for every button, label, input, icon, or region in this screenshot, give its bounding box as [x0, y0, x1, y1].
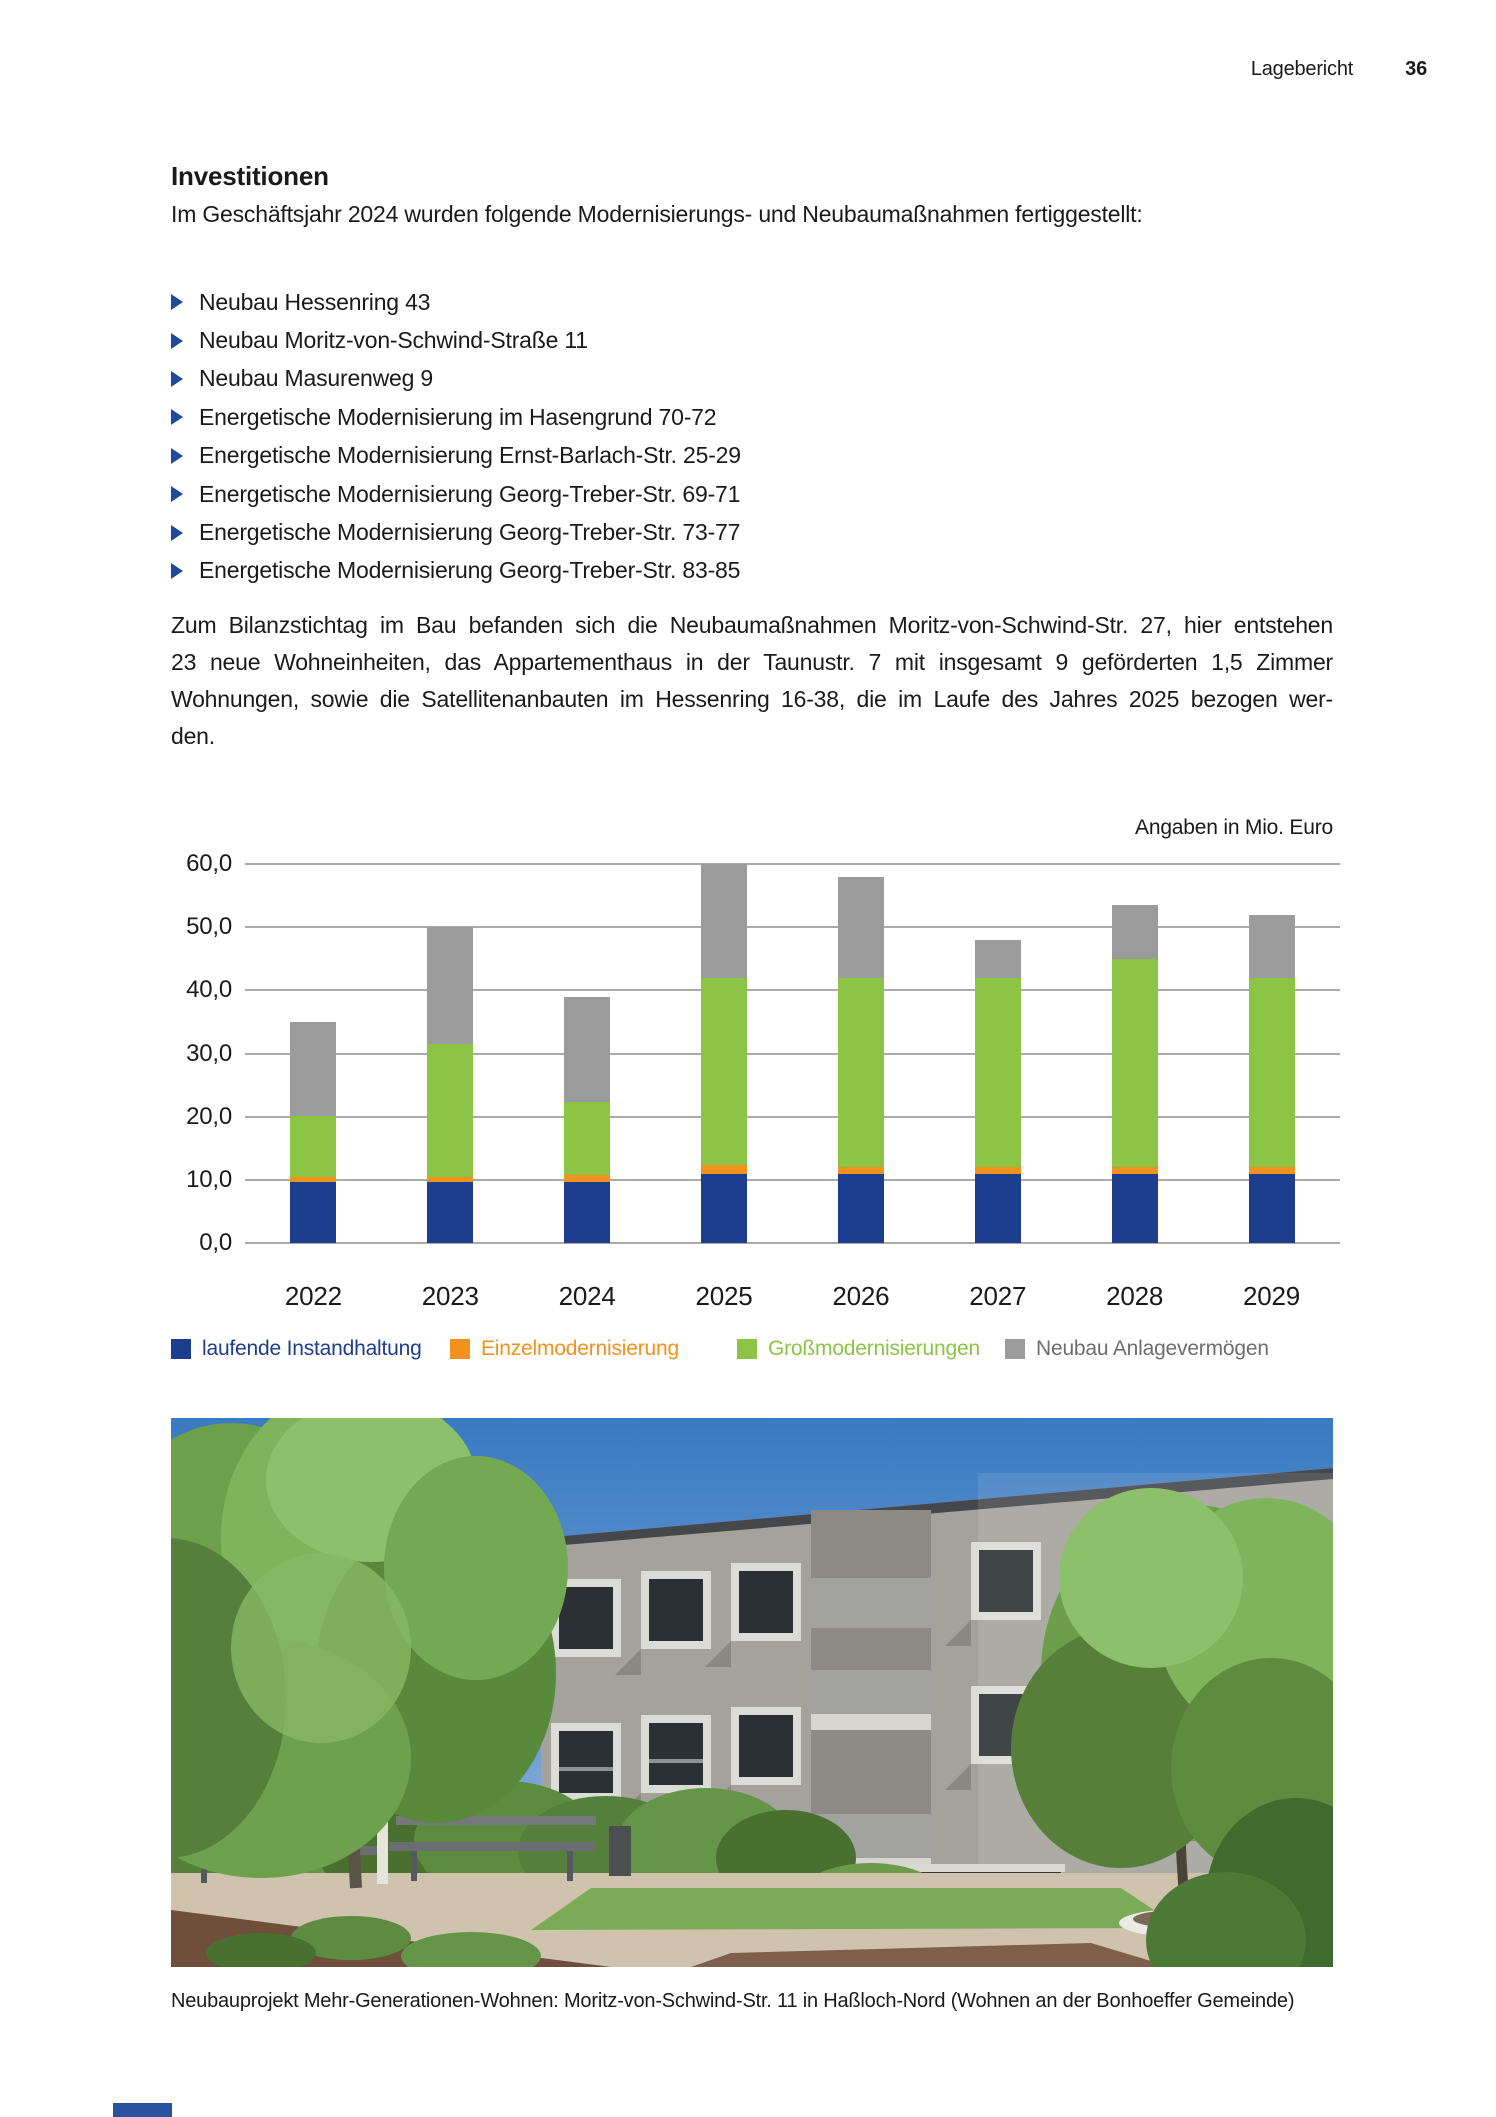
bar-group-2025 [656, 864, 793, 1243]
legend-swatch-icon [1005, 1339, 1025, 1359]
stacked-bar [838, 864, 884, 1243]
legend-item [1005, 1337, 1269, 1361]
x-tick-label: 2028 [1106, 1281, 1164, 1311]
bar-segment [564, 1102, 610, 1176]
bullet-item [171, 283, 1333, 321]
chart-unit-label: Angaben in Mio. Euro [1135, 816, 1333, 839]
stacked-bar [1112, 864, 1158, 1243]
bullet-item-text: Energetische Modernisierung im Hasengrund 70-72 [199, 403, 717, 430]
bullet-item-text: Energetische Modernisierung Georg-Treber-Str. 73-77 [199, 519, 741, 546]
chart-legend [171, 1337, 1333, 1367]
bar-segment [701, 864, 747, 978]
building-photo [171, 1418, 1333, 1967]
bar-group-2026 [793, 864, 930, 1243]
paragraph-line: Wohnungen, sowie die Satellitenanbauten im Hessenring 16-38, die im Laufe des Jahres 2025 bezogen wer- [171, 686, 1333, 712]
bullet-arrow-icon [171, 371, 183, 387]
y-tick-label: 10,0 [186, 1165, 232, 1193]
bar-segment [290, 1022, 336, 1116]
bullet-arrow-icon [171, 563, 183, 579]
page-edge-marker [113, 2103, 172, 2117]
bar-segment [838, 877, 884, 978]
bar-segment [1249, 978, 1295, 1168]
bar-segment [290, 1177, 336, 1182]
legend-label: Neubau Anlagevermögen [1036, 1337, 1269, 1360]
bullet-item [171, 437, 1333, 475]
y-tick-label: 0,0 [199, 1229, 232, 1256]
photo-caption: Neubauprojekt Mehr-Generationen-Wohnen: Moritz-von-Schwind-Str. 11 in Haßloch-Nord (Wohnen an der Bonhoeffer Gemeinde) [171, 1990, 1295, 2012]
legend-swatch-icon [737, 1339, 757, 1359]
y-tick-label: 20,0 [186, 1102, 232, 1130]
bar-segment [1249, 1174, 1295, 1243]
bar-segment [1112, 959, 1158, 1167]
bar-segment [427, 1182, 473, 1243]
legend-item [450, 1337, 679, 1361]
stacked-bar [975, 864, 1021, 1243]
paragraph-line: Zum Bilanzstichtag im Bau befanden sich die Neubaumaßnahmen Moritz-von-Schwind-Str. 27, hier entstehen [171, 612, 1333, 638]
x-tick-label: 2023 [421, 1281, 479, 1311]
bullet-item-text: Neubau Moritz-von-Schwind-Straße 11 [199, 327, 588, 354]
legend-item [171, 1337, 422, 1361]
stacked-bar [427, 864, 473, 1243]
bar-segment [975, 1174, 1021, 1243]
bullet-item [171, 398, 1333, 436]
bullet-arrow-icon [171, 294, 183, 310]
bar-group-2023 [382, 864, 519, 1243]
x-tick-label: 2029 [1243, 1281, 1301, 1311]
bar-segment [1112, 905, 1158, 959]
y-tick-label: 50,0 [186, 913, 232, 941]
bar-segment [975, 978, 1021, 1168]
legend-label: Großmodernisierungen [768, 1337, 980, 1360]
bar-segment [701, 1165, 747, 1173]
y-tick-label: 40,0 [186, 976, 232, 1004]
bar-segment [1112, 1174, 1158, 1243]
body-paragraph [171, 607, 1333, 755]
x-tick-label: 2026 [832, 1281, 890, 1311]
bar-segment [838, 1174, 884, 1243]
stacked-bar [701, 864, 747, 1243]
x-tick-label: 2025 [695, 1281, 753, 1311]
legend-label: Einzelmodernisierung [481, 1337, 679, 1360]
paragraph-line: den. [171, 723, 215, 749]
bullet-arrow-icon [171, 333, 183, 349]
bar-segment [290, 1182, 336, 1243]
page-header [0, 58, 1427, 81]
bar-segment [838, 978, 884, 1168]
bar-segment [427, 1044, 473, 1177]
bullet-item-text: Energetische Modernisierung Georg-Treber-Str. 83-85 [199, 557, 741, 584]
bullet-arrow-icon [171, 525, 183, 541]
bullet-item [171, 475, 1333, 513]
legend-swatch-icon [450, 1339, 470, 1359]
bullet-item-text: Neubau Masurenweg 9 [199, 365, 434, 392]
bar-group-2028 [1066, 864, 1203, 1243]
bar-segment [701, 978, 747, 1166]
bar-segment [975, 940, 1021, 978]
bar-group-2022 [245, 864, 382, 1243]
bar-segment [427, 927, 473, 1044]
bullet-item [171, 360, 1333, 398]
bar-segment [838, 1167, 884, 1173]
chart-x-axis [245, 1281, 1340, 1321]
bar-segment [1249, 1167, 1295, 1173]
bar-segment [564, 1175, 610, 1181]
bullet-item [171, 321, 1333, 359]
paragraph-line: 23 neue Wohneinheiten, das Appartementhaus in der Taunustr. 7 mit insgesamt 9 geförderten 1,5 Zimmer [171, 649, 1333, 675]
section-heading: Investitionen [171, 161, 329, 191]
bar-group-2024 [519, 864, 656, 1243]
bar-segment [564, 997, 610, 1102]
chapter-label: Lagebericht [1250, 58, 1354, 80]
bullet-list [171, 283, 1333, 590]
page-number: 36 [1405, 58, 1427, 80]
bullet-item-text: Energetische Modernisierung Georg-Treber-Str. 69-71 [199, 480, 741, 507]
bullet-arrow-icon [171, 409, 183, 425]
bar-segment [1249, 915, 1295, 978]
bar-segment [701, 1174, 747, 1243]
y-tick-label: 30,0 [186, 1039, 232, 1067]
bullet-item-text: Neubau Hessenring 43 [199, 288, 431, 315]
legend-label: laufende Instandhaltung [202, 1337, 422, 1360]
x-tick-label: 2027 [969, 1281, 1027, 1311]
chart-plot [245, 864, 1340, 1243]
stacked-bar [290, 864, 336, 1243]
legend-item [737, 1337, 980, 1361]
x-tick-label: 2022 [284, 1281, 342, 1311]
bullet-item [171, 552, 1333, 590]
bar-segment [1112, 1167, 1158, 1173]
bullet-arrow-icon [171, 448, 183, 464]
stacked-bar [564, 864, 610, 1243]
y-tick-label: 60,0 [186, 850, 232, 877]
intro-text: Im Geschäftsjahr 2024 wurden folgende Modernisierungs- und Neubaumaßnahmen fertiggestellt: [171, 201, 1143, 227]
bar-segment [290, 1116, 336, 1177]
bullet-arrow-icon [171, 486, 183, 502]
bar-segment [975, 1167, 1021, 1173]
bar-segment [427, 1177, 473, 1182]
bar-group-2029 [1203, 864, 1340, 1243]
stacked-bar [1249, 864, 1295, 1243]
chart-y-axis [150, 850, 232, 1256]
x-tick-label: 2024 [558, 1281, 616, 1311]
bullet-item-text: Energetische Modernisierung Ernst-Barlach-Str. 25-29 [199, 442, 741, 469]
bullet-item [171, 513, 1333, 551]
bar-group-2027 [929, 864, 1066, 1243]
legend-swatch-icon [171, 1339, 191, 1359]
bar-segment [564, 1182, 610, 1243]
